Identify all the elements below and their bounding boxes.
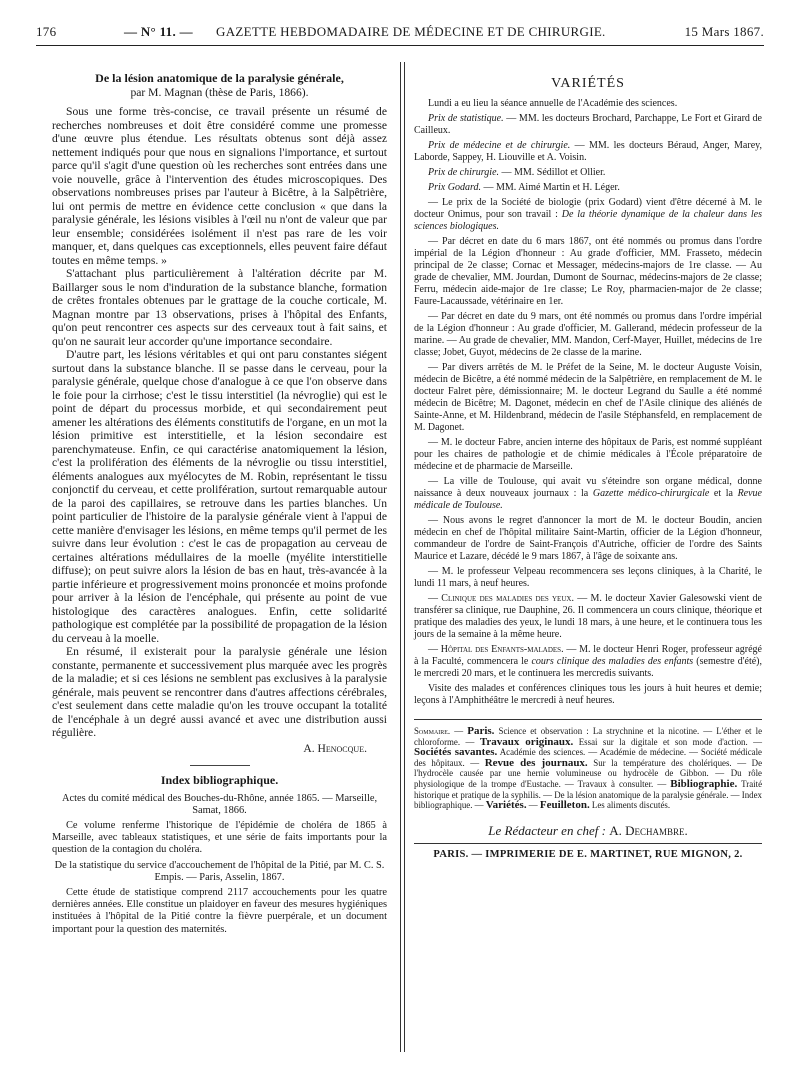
- work-title: De la théorie dynamique de la chaleur dans les sciences biologiques.: [414, 209, 762, 232]
- prize-item: [414, 140, 762, 164]
- reference-text: Ce volume renferme l'historique de l'épidémie de choléra de 1865 à Marseille, avec tableaux statistiques, et une série de faits importants pour la question de la contagion du choléra.: [52, 819, 387, 856]
- section-title: VARIÉTÉS: [551, 76, 625, 91]
- printer-imprint: PARIS. — IMPRIMERIE DE E. MARTINET, RUE MIGNON, 2.: [433, 848, 743, 860]
- article-paragraph: D'autre part, les lésions véritables et qui ont paru constantes siégent surtout dans la substance blanche. Il se passe dans le cerveau, pour la paralysie générale, quelque chose d'analogue à ce que l'on observe dans le foie pour la cirrhose; c'est le tissu interstitiel (la névroglie) qui est le point de départ du processus morbide, et qui secondairement peut amener les altérations des éléments constitutifs de l'organe, en un mot la lésion primitive est interstitielle, et la lésion secondaire est parenchymateuse. Enfin, ce qui caractérise anatomiquement la lésion, c'est la prolifération des éléments de la névroglie ou tissu interstitiel, éléments analogues aux myélocytes de M. Robin, représentant le tissu conjonctif du cerveau, et cette prolifération, surtout remarquable autour de la paroi des capillaires, se retrouve dans les parties blanches. Un point particulier de l'histoire de la paralysie générale vient à l'appui de cette manière d'envisager les lésions, en même temps qu'il permet de les suivre dans leur évolution : c'est le cas de propagation au cerveau de certaines altérations médullaires de la moelle (myélite interstitielle diffuse); on peut suivre alors la lésion de bas en haut, très-avancée à la partie inférieure et progressivement moins prononcée et moins profonde pour arriver à la lésion de l'encéphale, qui présente au point de vue histologique des caractères analogues. Enfin, cette solidarité pathologique est complétée par la possibilité de propagation de la lésion du cerveau à la moelle.: [52, 348, 387, 645]
- journal-name: Revue médicale de Toulouse.: [414, 488, 762, 511]
- page-number: 176: [36, 24, 57, 39]
- left-column: [52, 72, 387, 938]
- journal-title: GAZETTE HEBDOMADAIRE DE MÉDECINE ET DE CHIRURGIE.: [216, 24, 606, 39]
- sommaire-heading: Sociétés savantes.: [414, 746, 498, 759]
- sommaire-text: Les aliments discutés.: [591, 800, 671, 811]
- right-column: [414, 72, 762, 861]
- news-item: Lundi a eu lieu la séance annuelle de l'Académie des sciences.: [428, 98, 678, 109]
- prize-item: [414, 167, 762, 179]
- reference-title: De la statistique du service d'accouchement de l'hôpital de la Pitié, par M. C. S. Empis. — Paris, Asselin, 1867.: [54, 859, 385, 883]
- news-item: [414, 476, 762, 512]
- sommaire-rule: [414, 719, 762, 720]
- prize-text: — MM. Aimé Martin et H. Léger.: [480, 182, 620, 193]
- news-item: [414, 197, 762, 233]
- news-text: — M. le docteur Xavier Galesowski vient de transférer sa clinique, rue Dauphine, 26. Il commencera un cours clinique, théorique et pratique des maladies des yeux, le lundi 18 mars, à une heure, et le continuera tous les jours de la semaine à la même heure.: [414, 593, 762, 640]
- column-divider-double: [404, 62, 405, 1052]
- sommaire-heading: Bibliographie.: [670, 777, 738, 790]
- header-rule: [36, 45, 764, 46]
- news-item: Visite des malades et conférences cliniques tous les jours à huit heures et demie; leçons à l'Amphithéâtre le mercredi à neuf heures.: [414, 683, 762, 706]
- prize-text: — MM. les docteurs Béraud, Anger, Marey, Laborde, Sappey, H. Liouville et A. Voisin.: [414, 140, 762, 163]
- news-item: — M. le professeur Velpeau recommencera ses leçons cliniques, à la Charité, le lundi 11 mars, à neuf heures.: [414, 566, 762, 589]
- news-label: — Hôpital des Enfants-malades.: [428, 644, 564, 655]
- news-text: — Le prix de la Société de biologie (prix Godard) vient d'être décerné à M. le docteur Onimus, pour son travail :: [414, 197, 762, 220]
- journal-name: Gazette médico-chirurgicale: [592, 488, 710, 499]
- editor-name: A. Dechambre.: [609, 822, 688, 838]
- sommaire-text: Essai sur la digitale et son mode d'action. —: [578, 736, 763, 747]
- sommaire-text: Traité historique et pratique de la syphilis. — De la lésion anatomique de la paralysie générale. — Index bibliographique. —: [414, 778, 763, 811]
- course-title: cours clinique des maladies des enfants: [531, 656, 694, 667]
- reference-text: Cette étude de statistique comprend 2117 accouchements pour les quatre dernières années. Elle constitue un plaidoyer en faveur des mesures hygiéniques instituées à l'hôpital de la Pitié contre la fièvre puerpérale, et un document important pour la question des maternités.: [52, 886, 387, 935]
- prize-label: Prix Godard.: [428, 182, 481, 193]
- news-item: — Par décret en date du 6 mars 1867, ont été nommés ou promus dans l'ordre impérial de la Légion d'honneur : Au grade d'officier, MM. Frasseto, médecin principal de 2e classe; Cornac et Messager, médecins-majors de 1re classe. — Au grade de chevalier, MM. Jourdan, Dumont de Sournac, médecins-majors de 2e classe; Ferru, médecin aide-major de 1re classe; Le Roy, pharmacien-major de 2e classe; Faure-Lacaussade, vétérinaire en 1er.: [414, 236, 762, 307]
- prize-label: Prix de médecine et de chirurgie.: [428, 140, 571, 151]
- column-divider: [400, 62, 401, 1052]
- sommaire-text: Sur la température des cholériques. — De l'hydrocèle causée par une hernie volumineuse ou hydrocèle de Gibbon. — Du rôle physiologique de la trompe d'Eustache. — Travaux à consulter. —: [414, 757, 763, 789]
- news-item: — M. le docteur Fabre, ancien interne des hôpitaux de Paris, est nommé suppléant pour les chaires de pathologie et de chimie médicales à l'École préparatoire de médecine et de pharmacie de Marseille.: [414, 437, 762, 472]
- sommaire-heading: Feuilleton.: [539, 799, 590, 812]
- sommaire: Sommaire. — Paris. Science et observation : La strychnine et la nicotine. — L'éther et le chloroforme. — Travaux originaux. Essai sur la digitale et son mode d'action. — Sociétés savantes. Académie des sciences. — Académie de médecine. — Société médicale des hôpitaux. — Revue des journaux. Sur la température des cholériques. — De l'hydrocèle causée par une hernie volumineuse ou hydrocèle de Gibbon. — Du rôle physiologique de la trompe d'Eustache. — Travaux à consulter. — Bibliographie. Traité historique et pratique de la syphilis. — De la lésion anatomique de la paralysie générale. — Index bibliographique. — Variétés. — Feuilleton. Les aliments discutés.: [414, 725, 763, 812]
- issue-number: — N° 11. —: [124, 24, 193, 39]
- editor-label: Le Rédacteur en chef :: [488, 822, 606, 838]
- reference-title: Actes du comité médical des Bouches-du-Rhône, année 1865. — Marseille, Samat, 1866.: [61, 792, 378, 816]
- sommaire-heading: Paris.: [467, 725, 495, 737]
- article-signature: A. Henocque.: [303, 741, 367, 755]
- issue-date: 15 Mars 1867.: [684, 24, 764, 39]
- imprint-rule: [414, 843, 762, 844]
- news-text: et la: [709, 488, 738, 499]
- news-item: — Par divers arrêtés de M. le Préfet de la Seine, M. le docteur Auguste Voisin, médecin de Bicêtre, a été nommé médecin de la Salpêtrière, en remplacement de M. le docteur Falret père, démissionnaire; M. le docteur Legrand du Saulle a été nommé médecin de Bicêtre; M. Dagonet, médecin en chef de l'Asile clinique des aliénés de Sainte-Anne, et M. Hildenbrand, médecin de l'asile Stéphansfeld, en remplacement de M. Dagonet.: [414, 362, 762, 433]
- article-paragraph: En résumé, il existerait pour la paralysie générale une lésion constante, permanente et successivement plus marquée avec les progrès de la maladie; et si ces lésions ne semblent pas exclusives à la paralysie générale, mais peuvent se rencontrer dans d'autres affections cérébrales, c'est seulement dans cette maladie qu'on les trouve occupant la totalité de l'encéphale à un degré aussi avancé et avec une distribution aussi régulière.: [52, 645, 387, 739]
- article-paragraph: Sous une forme très-concise, ce travail présente un résumé de recherches nombreuses et doit être considéré comme une promesse d'une œuvre plus étendue. Les résultats obtenus sont déjà assez nettement indiqués pour que nous en signalions l'importance, et surtout parce qu'il s'agit d'une question où les recherches sont entrées dans une voie nouvelle, grâce à l'intervention des études microscopiques. Des observations nombreuses prises par l'auteur à Bicêtre, à la Salpêtrière, lui ont permis de mettre en évidence cette conclusion « que dans la paralysie générale, les lésions visibles à l'œil nu n'ont de valeur que par leur ensemble; considérées isolément il n'est pas rare de les voir manquer, et, dans quelques cas exceptionnels, elles peuvent faire défaut toutes en même temps. »: [52, 105, 387, 267]
- sommaire-heading: Variétés.: [485, 799, 527, 812]
- article-subtitle: par M. Magnan (thèse de Paris, 1866).: [130, 85, 309, 99]
- sommaire-label: Sommaire.: [414, 726, 451, 736]
- sommaire-text: Académie des sciences. — Académie de médecine. — Société médicale des hôpitaux. —: [414, 747, 762, 768]
- prize-item: [414, 182, 762, 194]
- news-item: — Par décret en date du 9 mars, ont été nommés ou promus dans l'ordre impérial de la Légion d'honneur : Au grade d'officier, M. Gallerand, médecin professeur de la marine. — Au grade de chevalier, MM. Mandon, Cerf-Mayer, Huillet, médecins de 1re classe; Jobet, Guyot, médecins de 2e classe de la marine.: [414, 311, 762, 358]
- index-title: Index bibliographique.: [160, 773, 279, 787]
- editor-line: [414, 822, 762, 838]
- sommaire-text: Science et observation : La strychnine et la nicotine. — L'éther et le chloroforme. —: [414, 726, 763, 747]
- separator: [190, 765, 250, 766]
- prize-item: [414, 113, 762, 137]
- prize-label: Prix de chirurgie.: [428, 167, 500, 178]
- prize-label: Prix de statistique.: [428, 113, 504, 124]
- article-paragraph: S'attachant plus particulièrement à l'altération décrite par M. Baillarger sous le nom d'induration de la substance blanche, formation de crêtes frontales obtenues par le grattage de la couche corticale, M. Magnan montre par 13 observations, prises à l'hôpital des Enfants, qu'on peut rencontrer ces aspects sur des cerveaux tout à fait sains, et qu'on ne saurait leur accorder qu'une importance secondaire.: [52, 267, 387, 348]
- prize-text: — MM. les docteurs Brochard, Parchappe, Le Fort et Girard de Cailleux.: [414, 113, 762, 136]
- news-text: — M. le docteur Henri Roger, professeur agrégé à la Faculté, commencera le: [414, 644, 762, 667]
- page-header: [36, 22, 764, 42]
- article-title: De la lésion anatomique de la paralysie générale,: [95, 71, 344, 85]
- prize-text: — MM. Sédillot et Ollier.: [499, 167, 606, 178]
- news-text: (semestre d'été), le mercredi 20 mars, et le continuera les mercredis suivants.: [414, 656, 763, 679]
- news-label: — Clinique des maladies des yeux.: [428, 593, 574, 604]
- news-text: — La ville de Toulouse, qui avait vu s'éteindre son organe médical, donne naissance à deux nouveaux journaux : la: [414, 476, 762, 499]
- news-item: [414, 644, 762, 680]
- news-item: — Nous avons le regret d'annoncer la mort de M. le docteur Boudin, ancien médecin en chef de l'hôpital militaire Saint-Martin, officier de la Légion d'honneur, commandeur de l'ordre de Saint-François d'Autriche, officier de l'ordre des Saints Maurice et Lazare, décédé le 9 mars 1867, à l'âge de soixante ans.: [414, 515, 762, 562]
- sommaire-heading: Travaux originaux.: [479, 735, 574, 748]
- sommaire-heading: Revue des journaux.: [484, 756, 588, 769]
- news-item: [414, 593, 762, 641]
